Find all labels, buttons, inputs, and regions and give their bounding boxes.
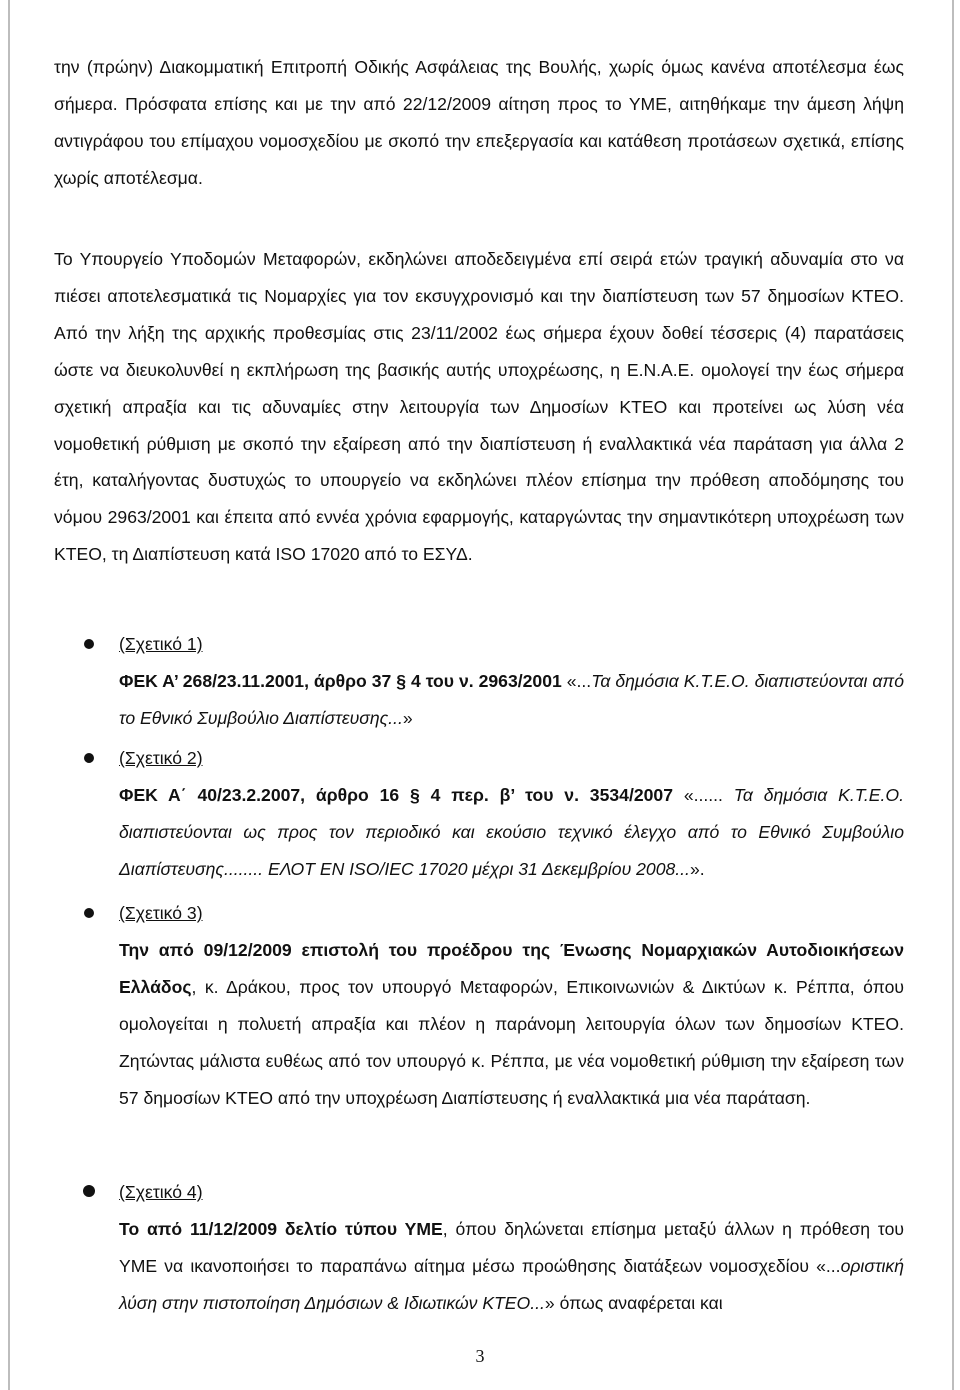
reference-1-quote-close: » — [402, 707, 413, 728]
reference-4-label[interactable]: (Σχετικό 4) — [119, 1182, 203, 1202]
reference-4-quote: οριστική λύση στην πιστοποίηση Δημόσιων & Ιδιωτικών ΚΤΕΟ... — [119, 1255, 904, 1313]
paragraph-ministry-text-2: καταργώντας την σημαντικότερη υποχρέωση των ΚΤΕΟ, τη — [54, 507, 905, 565]
page-number: 3 — [475, 1346, 485, 1366]
page-right-border — [952, 0, 954, 1390]
bullet-icon — [84, 639, 94, 649]
reference-1-label[interactable]: (Σχετικό 1) — [119, 634, 203, 654]
paragraph-ministry-text-3: Διαπίστευση κατά ISO 17020 από το ΕΣΥΔ. — [132, 544, 473, 565]
paragraph-ministry-text: Το Υπουργείο Υποδομών Μεταφορών, εκδηλώνει αποδεδειγμένα επί σειρά ετών τραγική αδυναμία στο να πιέσει αποτελεσματικά τις Νομαρχίες για τον εκσυγχρονισμό και την διαπίστευση των 57 δημοσίων ΚΤΕΟ. Από την λήξη της αρχικής προθεσμίας στις 23/11/2002 έως σήμερα έχουν δοθεί τέσσερις (4) παρατάσεις ώστε να διευκολυνθεί η εκπλήρωση της βασικής αυτής υποχρέωσης, η Ε.Ν.Α.Ε. ομολογεί την έως σήμερα σχετική απραξία και τις αδυναμίες στην λειτουργία των Δημοσίων ΚΤΕΟ και προτείνει ως λύση νέα νομοθετική ρύθμιση με σκοπό την εξαίρεση από την διαπίστευση ή εναλλακτικά νέα παράταση για άλλα 2 έτη, καταλήγοντας δυστυχώς το υπουργείο να εκδηλώνει πλέον επίσημα την πρόθεση αποδόμησης του νόμου 2963/2001 και έπειτα από εννέα χρόνια εφαρμογής, — [54, 249, 904, 528]
reference-4-text: , όπου δηλώνεται επίσημα μεταξύ άλλων η πρόθεση του ΥΜΕ να ικανοποιήσει το παραπάνω αίτημα μέσω προώθησης διατάξεων νομοσχεδίου «... — [119, 1218, 904, 1276]
reference-3-text: , κ. Δράκου, προς τον υπουργό Μεταφορών, Επικοινωνιών & Δικτύων κ. Ρέππα, όπου ομολογείται η πολυετή απραξία και πλέον η παράνομη λειτουργία όλων των δημοσίων ΚΤΕΟ. Ζητώντας μάλιστα ευθέως από τον υπουργό κ. Ρέππα, με νέα νομοθετική ρύθμιση την εξαίρεση των 57 δημοσίων ΚΤΕΟ από την υποχρέωση Διαπίστευσης ή εναλλακτικά μια νέα παράταση. — [119, 976, 904, 1108]
bullet-icon — [84, 753, 94, 763]
reference-2-label[interactable]: (Σχετικό 2) — [119, 748, 203, 768]
reference-1 — [119, 626, 904, 737]
paragraph-ministry — [54, 241, 904, 573]
reference-3-citation: Την από 09/12/2009 επιστολή του προέδρου της Ένωσης Νομαρχιακών Αυτοδιοικήσεων Ελλάδος — [119, 939, 904, 997]
paragraph-intro: την (πρώην) Διακομματική Επιτροπή Οδικής Ασφάλειας της Βουλής, χωρίς όμως κανένα αποτέλεσμα έως σήμερα. Πρόσφατα επίσης και με την από 22/12/2009 αίτηση προς το ΥΜΕ, αιτηθήκαμε την άμεση λήψη αντιγράφου του επίμαχου νομοσχεδίου με σκοπό την επεξεργασία και κατάθεση προτάσεων σχετικά, επίσης χωρίς αποτέλεσμα. — [54, 57, 904, 188]
reference-2 — [119, 740, 904, 888]
page-left-border — [8, 0, 10, 1390]
reference-1-citation: ΦΕΚ Α’ 268/23.11.2001, άρθρο 37 § 4 του ν. 2963/2001 — [119, 670, 562, 691]
reference-3-label[interactable]: (Σχετικό 3) — [119, 903, 203, 923]
reference-2-citation: ΦΕΚ Α΄ 40/23.2.2007, άρθρο 16 § 4 περ. β’ του ν. 3534/2007 — [119, 784, 673, 805]
reference-4-citation: Το από 11/12/2009 δελτίο τύπου ΥΜΕ — [119, 1218, 443, 1239]
reference-1-quote: Τα δημόσια Κ.Τ.Ε.Ο. διαπιστεύονται από το Εθνικό Συμβούλιο Διαπίστευσης... — [119, 670, 904, 728]
reference-3 — [119, 895, 904, 1116]
reference-4-tail: » όπως αναφέρεται και — [544, 1292, 723, 1313]
bullet-icon — [84, 908, 94, 918]
bullet-icon — [83, 1185, 95, 1197]
reference-1-quote-open: «... — [561, 670, 592, 691]
reference-2-quote-close: ». — [689, 858, 705, 879]
reference-4 — [119, 1174, 904, 1322]
reference-2-quote: Τα δημόσια Κ.Τ.Ε.Ο. διαπιστεύονται ως προς τον περιοδικό και εκούσιο τεχνικό έλεγχο από το Εθνικό Συμβούλιο Διαπίστευσης........ ΕΛΟΤ ΕΝ ISO/IEC 17020 μέχρι 31 Δεκεμβρίου 2008... — [119, 784, 904, 879]
reference-2-quote-open: «...... — [672, 784, 734, 805]
